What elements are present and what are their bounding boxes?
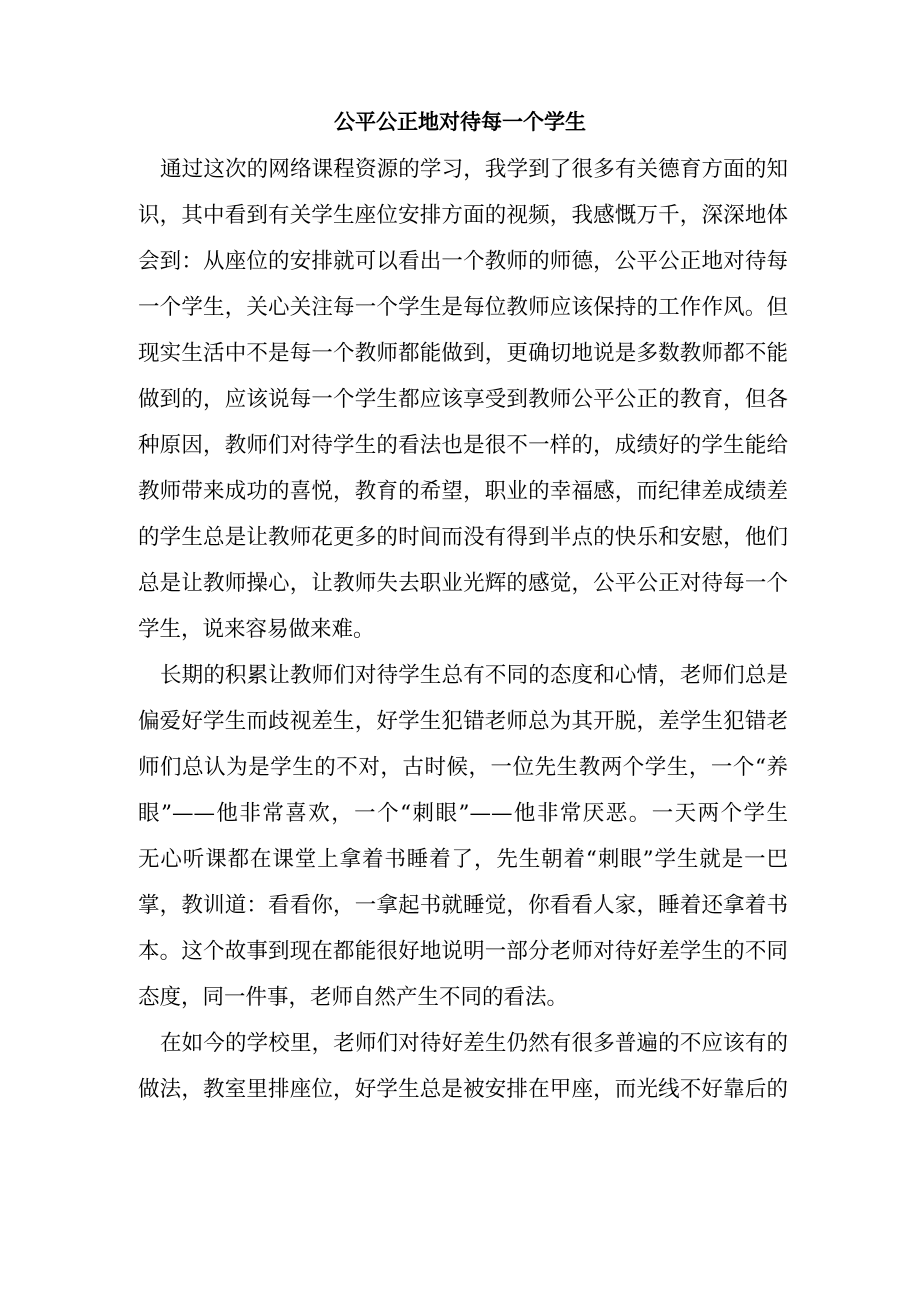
text-line: 态度，同一件事，老师自然产生不同的看法。 (138, 985, 569, 1010)
text-line: 识，其中看到有关学生座位安排方面的视频，我感慨万千，深深地体 (138, 203, 788, 228)
text-line: 本。这个故事到现在都能很好地说明一部分老师对待好差学生的不同 (138, 939, 788, 964)
text-line: 做法，教室里排座位，好学生总是被安排在甲座，而光线不好靠后的 (138, 1077, 788, 1102)
text-line: 无心听课都在课堂上拿着书睡着了，先生朝着“刺眼”学生就是一巴 (138, 847, 788, 872)
document-title: 公平公正地对待每一个学生 (334, 109, 586, 134)
text-line: 的学生总是让教师花更多的时间而没有得到半点的快乐和安慰，他们 (138, 525, 788, 550)
text-line: 师们总认为是学生的不对，古时候，一位先生教两个学生，一个“养 (138, 755, 788, 780)
text-line: 通过这次的网络课程资源的学习，我学到了很多有关德育方面的知 (160, 157, 788, 182)
text-line: 学生，说来容易做来难。 (138, 617, 375, 642)
text-line: 总是让教师操心，让教师失去职业光辉的感觉，公平公正对待每一个 (138, 571, 788, 596)
paragraph-2 (138, 653, 788, 1021)
document-body (138, 147, 788, 1113)
text-line: 眼”——他非常喜欢，一个“刺眼”——他非常厌恶。一天两个学生 (138, 801, 788, 826)
paragraph-1 (138, 147, 788, 653)
text-line: 掌，教训道：看看你，一拿起书就睡觉，你看看人家，睡着还拿着书 (138, 893, 788, 918)
text-line: 教师带来成功的喜悦，教育的希望，职业的幸福感，而纪律差成绩差 (138, 479, 788, 504)
text-line: 种原因，教师们对待学生的看法也是很不一样的，成绩好的学生能给 (138, 433, 788, 458)
text-line: 一个学生，关心关注每一个学生是每位教师应该保持的工作作风。但 (138, 295, 788, 320)
text-line: 做到的，应该说每一个学生都应该享受到教师公平公正的教育，但各 (138, 387, 788, 412)
text-line: 现实生活中不是每一个教师都能做到，更确切地说是多数教师都不能 (138, 341, 788, 366)
paragraph-3 (138, 1021, 788, 1113)
text-line: 长期的积累让教师们对待学生总有不同的态度和心情，老师们总是 (160, 663, 788, 688)
text-line: 会到：从座位的安排就可以看出一个教师的师德，公平公正地对待每 (138, 249, 788, 274)
text-line: 偏爱好学生而歧视差生，好学生犯错老师总为其开脱，差学生犯错老 (138, 709, 788, 734)
text-line: 在如今的学校里，老师们对待好差生仍然有很多普遍的不应该有的 (160, 1031, 788, 1056)
